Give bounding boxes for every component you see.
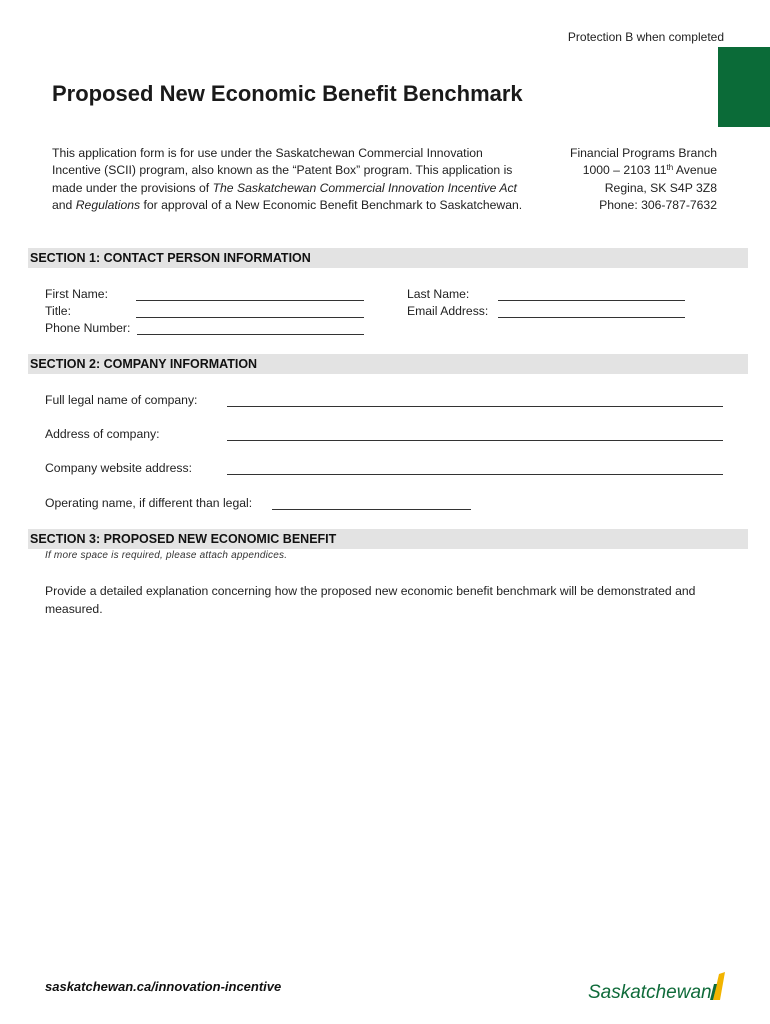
section-1-title: SECTION 1: CONTACT PERSON INFORMATION (30, 251, 311, 265)
operating-name-label: Operating name, if different than legal: (45, 496, 253, 510)
brand-tab (718, 47, 770, 127)
benefit-explanation-area[interactable] (45, 625, 725, 955)
section-1-header (28, 248, 748, 268)
company-address-label: Address of company: (45, 427, 160, 441)
intro-paragraph (52, 145, 532, 214)
title-field[interactable] (136, 317, 364, 318)
street-number: 1000 – 2103 11 (582, 163, 667, 178)
branch-phone: Phone: 306-787-7632 (599, 197, 717, 212)
act-title: The Saskatchewan Commercial Innovation Incentive Act (212, 180, 517, 195)
operating-name-field[interactable] (272, 509, 471, 510)
first-name-field[interactable] (136, 300, 364, 301)
benefit-prompt: Provide a detailed explanation concerning how the proposed new economic benefit benchmark will be demonstrated and measured. (45, 584, 696, 616)
title-label: Title: (45, 304, 71, 318)
website-field[interactable] (227, 474, 723, 475)
city-postal: Regina, SK S4P 3Z8 (604, 180, 717, 195)
protection-notice: Protection B when completed (567, 30, 724, 44)
email-label: Email Address: (407, 304, 489, 318)
footer-url[interactable]: saskatchewan.ca/innovation-incentive (45, 979, 282, 994)
intro-text-2: for approval of a New Economic Benefit Benchmark to Saskatchewan. (140, 197, 523, 212)
last-name-field[interactable] (498, 300, 685, 301)
phone-number-label: Phone Number: (45, 321, 131, 335)
intro-and: and (52, 197, 76, 212)
section-3-title: SECTION 3: PROPOSED NEW ECONOMIC BENEFIT (30, 532, 337, 546)
wheat-icon (710, 972, 725, 1000)
regulations-title: Regulations (75, 197, 141, 212)
saskatchewan-logo (586, 968, 728, 1004)
section-2-title: SECTION 2: COMPANY INFORMATION (30, 357, 258, 371)
legal-name-field[interactable] (227, 406, 723, 407)
street-name: Avenue (673, 163, 717, 178)
appendix-note: If more space is required, please attach appendices. (45, 550, 288, 561)
street-address (570, 162, 717, 179)
phone-number-field[interactable] (137, 334, 364, 335)
legal-name-label: Full legal name of company: (45, 393, 198, 407)
branch-name: Financial Programs Branch (570, 146, 717, 160)
logo-wordmark: Saskatchewan (588, 982, 712, 1003)
last-name-label: Last Name: (407, 287, 470, 301)
section-2-header (28, 354, 748, 374)
section-3-header (28, 529, 748, 549)
website-label: Company website address: (45, 461, 192, 475)
street-ordinal: th (666, 163, 674, 173)
intro-text-1: This application form is for use under the Saskatchewan Commercial Innovation Incentive (SCII) program, also known as the “Patent Box” program. This application is made under the provisions of (52, 146, 513, 195)
branch-address (570, 145, 717, 214)
email-field[interactable] (498, 317, 685, 318)
first-name-label: First Name: (45, 287, 108, 301)
company-address-field[interactable] (227, 440, 723, 441)
page-title: Proposed New Economic Benefit Benchmark (52, 81, 523, 106)
